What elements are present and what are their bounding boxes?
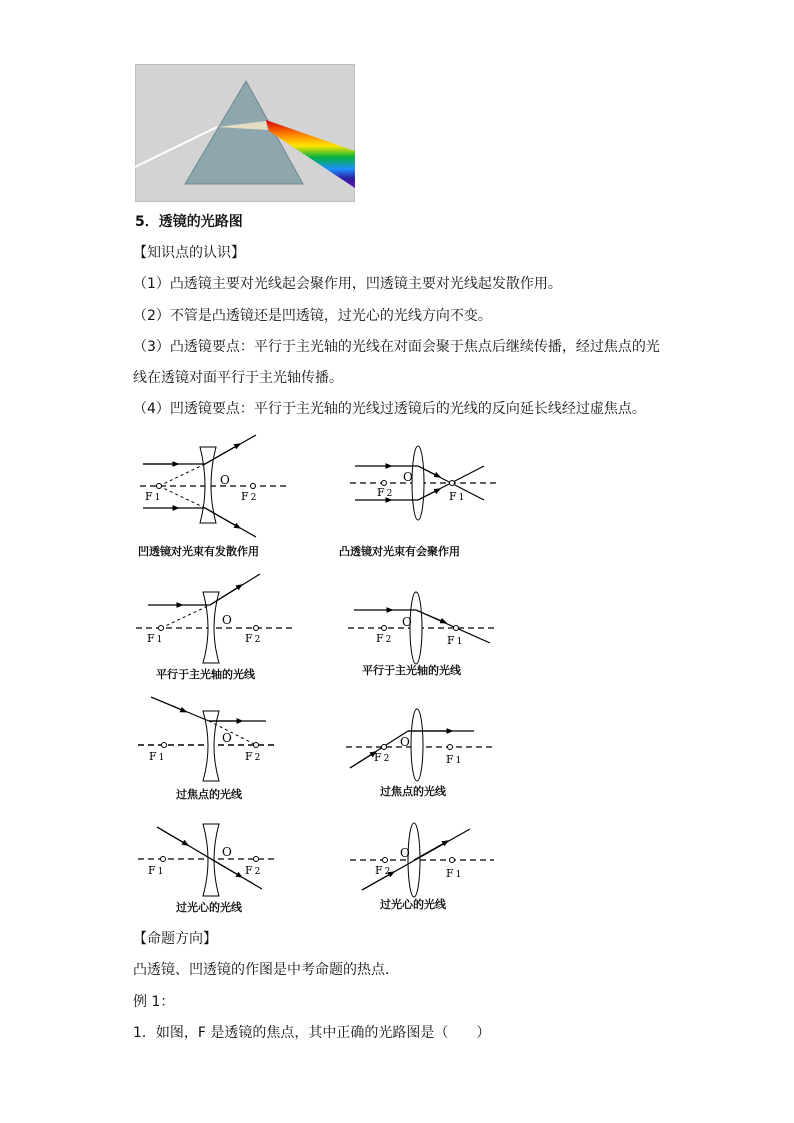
label-f2: F 2 <box>375 864 391 877</box>
diagram-convex-focus <box>346 709 494 781</box>
example-label: 例 1： <box>133 994 175 1010</box>
section-title: 5．透镜的光路图 <box>135 214 243 230</box>
label-o: O <box>403 470 413 484</box>
label-f1: F 1 <box>447 634 463 647</box>
caption-parallel-right: 平行于主光轴的光线 <box>362 664 461 677</box>
label-o: O <box>222 845 232 859</box>
label-f1: F 1 <box>449 490 465 503</box>
diagram-concave-center <box>138 824 276 896</box>
caption-convex-beam: 凸透镜对光束有会聚作用 <box>339 545 460 558</box>
caption-focus-right: 过焦点的光线 <box>380 785 446 798</box>
label-f2: F 2 <box>377 486 393 499</box>
label-f1: F 1 <box>446 867 462 880</box>
diagram-convex-center <box>350 823 494 897</box>
label-f1: F 1 <box>446 753 462 766</box>
point-2: （2）不管是凸透镜还是凹透镜，过光心的光线方向不变。 <box>133 308 492 324</box>
direction-heading: 【命题方向】 <box>133 931 217 947</box>
diagram-concave-parallel <box>136 574 292 663</box>
point-4: （4）凹透镜要点：平行于主光轴的光线过透镜后的光线的反向延长线经过虚焦点。 <box>133 401 646 417</box>
label-f1: F 1 <box>148 864 164 877</box>
caption-focus-left: 过焦点的光线 <box>176 788 242 801</box>
label-o: O <box>222 731 232 745</box>
caption-parallel-left: 平行于主光轴的光线 <box>156 668 255 681</box>
diagram-concave-focus <box>138 697 274 781</box>
label-o: O <box>400 846 410 860</box>
label-f2: F 2 <box>245 864 261 877</box>
label-f2: F 2 <box>241 490 257 503</box>
point-3-cont: 线在透镜对面平行于主光轴传播。 <box>133 370 343 386</box>
label-f2: F 2 <box>245 632 261 645</box>
label-f1: F 1 <box>149 750 165 763</box>
label-f2: F 2 <box>374 751 390 764</box>
label-f1: F 1 <box>147 632 163 645</box>
knowledge-heading: 【知识点的认识】 <box>133 245 245 261</box>
diagram-concave-beam <box>140 435 288 537</box>
label-o: O <box>220 473 230 487</box>
direction-text: 凸透镜、凹透镜的作图是中考命题的热点． <box>133 962 399 978</box>
label-o: O <box>402 615 412 629</box>
diagram-convex-parallel <box>348 592 496 664</box>
label-o: O <box>222 613 232 627</box>
diagram-convex-beam <box>350 446 496 520</box>
label-f2: F 2 <box>376 632 392 645</box>
question-text: 1．如图，F 是透镜的焦点，其中正确的光路图是（ ） <box>133 1025 491 1041</box>
point-3: （3）凸透镜要点：平行于主光轴的光线在对面会聚于焦点后继续传播，经过焦点的光 <box>133 339 660 355</box>
caption-center-right: 过光心的光线 <box>380 898 446 911</box>
caption-concave-beam: 凹透镜对光束有发散作用 <box>138 545 259 558</box>
label-o: O <box>400 735 410 749</box>
point-1: （1）凸透镜主要对光线起会聚作用，凹透镜主要对光线起发散作用。 <box>133 276 562 292</box>
label-f1: F 1 <box>145 490 161 503</box>
caption-center-left: 过光心的光线 <box>176 901 242 914</box>
label-f2: F 2 <box>245 750 261 763</box>
